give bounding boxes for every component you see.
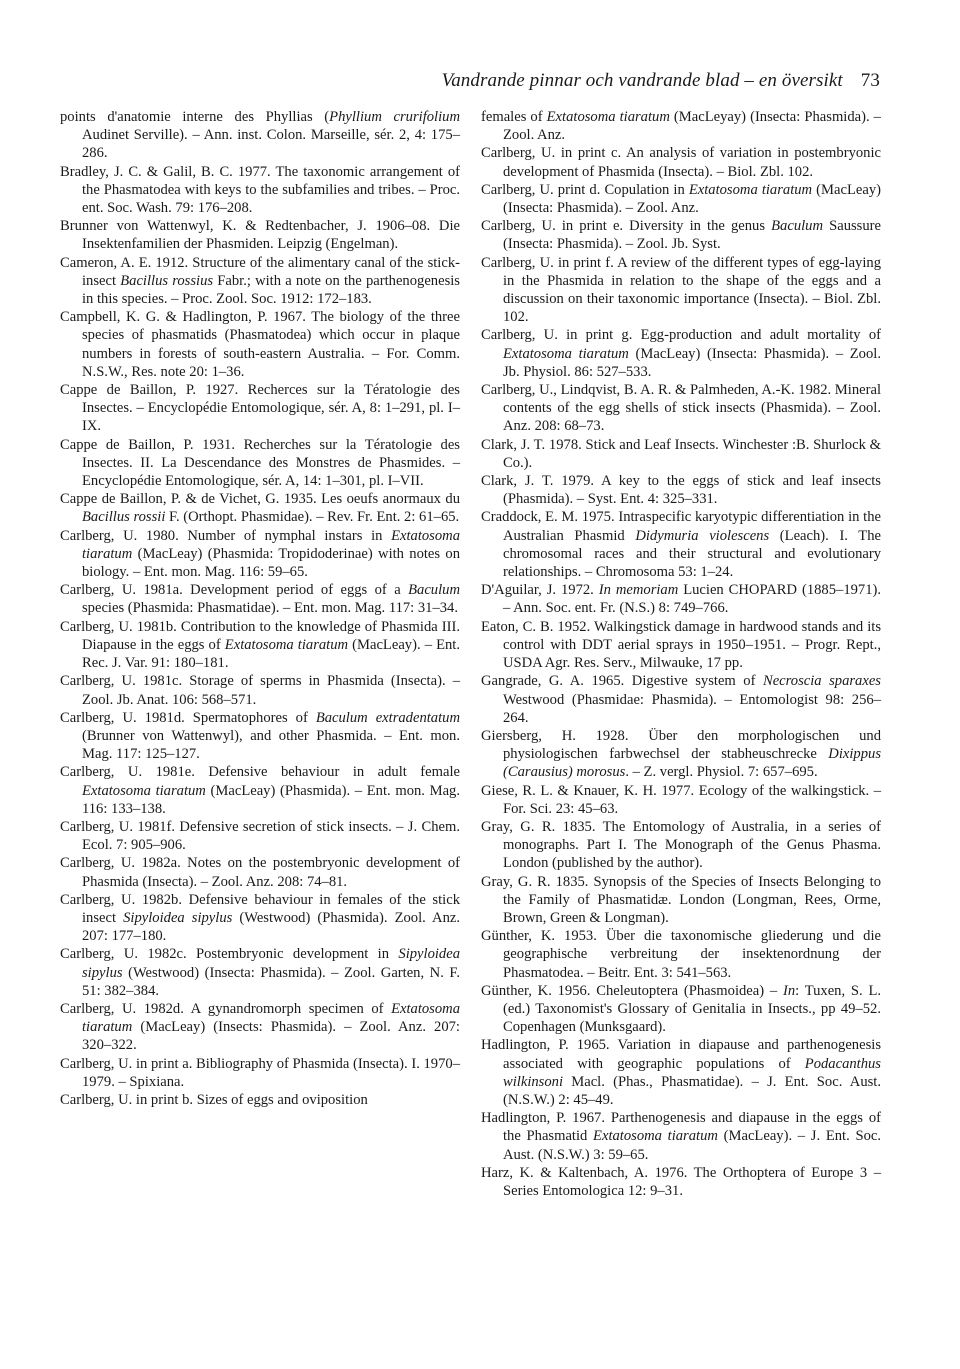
reference-text: Carlberg, U. in print g. Egg-production and adult mortality of bbox=[481, 327, 881, 344]
reference-italic-text: Baculum bbox=[771, 218, 824, 235]
reference-entry bbox=[481, 873, 881, 928]
reference-italic-text: Extatosoma tiaratum bbox=[224, 636, 349, 653]
reference-entry bbox=[481, 1109, 881, 1164]
reference-entry bbox=[60, 1000, 460, 1055]
reference-text: . – Z. vergl. Physiol. 7: 657–695. bbox=[625, 764, 818, 781]
reference-text: Clark, J. T. 1978. Stick and Leaf Insects. Winchester :B. Shurlock & Co.). bbox=[481, 436, 881, 471]
reference-text: Carlberg, U. 1981c. Storage of sperms in Phasmida (Insecta). – Zool. Jb. Anat. 106: 568–571. bbox=[60, 673, 460, 708]
reference-entry bbox=[481, 1036, 881, 1109]
reference-text: Carlberg, U. 1982a. Notes on the postembryonic development of Phasmida (Insecta). – Zool. Anz. 208: 74–81. bbox=[60, 855, 460, 890]
reference-text: Carlberg, U., Lindqvist, B. A. R. & Palmheden, A.-K. 1982. Mineral contents of the egg shells of stick insects (Phasmida). – Zool. Anz. 208: 68–73. bbox=[481, 382, 881, 435]
reference-entry bbox=[481, 181, 881, 217]
running-head bbox=[0, 70, 880, 92]
reference-text: Carlberg, U. in print f. A review of the different types of egg-laying in the Phasmida in relation to the shape of the eggs and a discussion on their taxonomic importance (Insecta). – Biol. Zbl. 102. bbox=[481, 254, 881, 326]
reference-text: Carlberg, U. 1982c. Postembryonic development in bbox=[60, 946, 399, 963]
reference-entry bbox=[60, 436, 460, 491]
reference-text: Cappe de Baillon, P. & de Vichet, G. 1935. Les oeufs anormaux du bbox=[60, 491, 460, 508]
reference-text: species (Phasmida: Phasmatidae). – Ent. mon. Mag. 117: 31–34. bbox=[82, 600, 459, 617]
reference-italic-text: Extatosoma tiaratum bbox=[546, 109, 670, 125]
reference-text: Carlberg, U. in print c. An analysis of variation in postembryonic development of Phasmida (Insecta). – Biol. Zbl. 102. bbox=[481, 145, 881, 180]
reference-entry bbox=[481, 727, 881, 782]
reference-text: (MacLeay) (Phasmida: Tropidoderinae) with notes on biology. – Ent. mon. Mag. 116: 59–65. bbox=[82, 545, 460, 581]
reference-italic-text: Necroscia sparaxes bbox=[762, 673, 881, 690]
reference-text: F. (Orthopt. Phasmidae). – Rev. Fr. Ent. 2: 61–65. bbox=[165, 509, 460, 526]
reference-text: Cappe de Baillon, P. 1927. Recherces sur la Tératologie des Insectes. – Encyclopédie Entomologique, sér. A, 8: 1–291, pl. I–IX. bbox=[60, 382, 460, 435]
reference-text: (Leach). I. The chromosomal races and their structural and evolutionary relationships. – Chromosoma 53: 1–24. bbox=[503, 527, 881, 581]
reference-text: (MacLeyay) (Insecta: Phasmida). – Zool. Anz. bbox=[503, 109, 881, 144]
reference-text: (MacLeay) (Insecta: Phasmida). – Zool. Anz. bbox=[503, 181, 881, 217]
reference-text: Bradley, J. C. & Galil, B. C. 1977. The taxonomic arrangement of the Phasmatodea with keys to the subfamilies and tribes. – Proc. ent. Soc. Wash. 79: 176–208. bbox=[60, 163, 460, 217]
reference-text: : Tuxen, S. L. (ed.) Taxonomist's Glossary of Genitalia in Insects., pp 49–52. Copenhagen (Munksgaard). bbox=[503, 982, 882, 1036]
reference-entry bbox=[481, 144, 881, 180]
reference-text: Carlberg, U. 1982d. A gynandromorph specimen of bbox=[60, 1000, 392, 1017]
reference-text: (Brunner von Wattenwyl), and other Phasmida. – Ent. mon. Mag. 117: 125–127. bbox=[82, 727, 460, 763]
reference-text: (MacLeay) (Phasmida). – Ent. mon. Mag. 116: 133–138. bbox=[82, 782, 460, 817]
reference-italic-text: Sipyloidea sipylus bbox=[82, 946, 460, 981]
reference-entry bbox=[60, 891, 460, 946]
reference-text: Günther, K. 1953. Über die taxonomische gliederung und die geographische verbreitung der insektenordnung der Phasmatodea. – Beitr. Ent. 3: 541–563. bbox=[481, 928, 881, 981]
reference-text: Audinet Serville). – Ann. inst. Colon. Marseille, sér. 2, 4: 175–286. bbox=[82, 127, 460, 162]
reference-entry bbox=[481, 508, 881, 581]
reference-entry bbox=[60, 254, 460, 309]
reference-italic-text: Extatosoma tiaratum bbox=[593, 1128, 718, 1145]
reference-text: Carlberg, U. 1982b. Defensive behaviour in females of the stick insect bbox=[60, 891, 460, 926]
reference-text: Giese, R. L. & Knauer, K. H. 1977. Ecology of the walkingstick. – For. Sci. 23: 45–63. bbox=[481, 782, 881, 817]
reference-entry bbox=[60, 490, 460, 526]
reference-text: Giersberg, H. 1928. Über den morphologischen und physiologischen farbwechsel der stabheuschrecke bbox=[481, 727, 881, 763]
reference-text: (MacLeay) (Insects: Phasmida). – Zool. Anz. 207: 320–322. bbox=[82, 1019, 460, 1054]
reference-text: Macl. (Phas., Phasmatidae). – J. Ent. Soc. Aust. (N.S.W.) 2: 45–49. bbox=[503, 1073, 881, 1108]
reference-text: Cappe de Baillon, P. 1931. Recherches sur la Tératologie des Insectes. II. La Descendance des Monstres de Phasmides. – Encyclopédie Entomologique, sér. A, 14: 1–301, pl. I–VII. bbox=[60, 436, 460, 490]
reference-text: Carlberg, U. in print e. Diversity in the genus bbox=[481, 218, 772, 235]
reference-text: (MacLeay) (Insecta: Phasmida). – Zool. Jb. Physiol. 86: 527–533. bbox=[503, 345, 881, 380]
reference-entry bbox=[60, 672, 460, 708]
reference-italic-text: In bbox=[782, 982, 796, 999]
reference-entry bbox=[60, 108, 460, 163]
reference-text: (Westwood) (Phasmida). Zool. Anz. 207: 177–180. bbox=[82, 909, 460, 945]
reference-entry bbox=[60, 163, 460, 218]
reference-text: Westwood (Phasmidae: Phasmida). – Entomologist 98: 256–264. bbox=[503, 691, 881, 726]
reference-italic-text: Podacanthus wilkinsoni bbox=[503, 1055, 881, 1090]
reference-italic-text: Bacillus rossii bbox=[82, 509, 166, 526]
reference-text: Carlberg, U. 1981a. Development period of eggs of a bbox=[60, 582, 409, 599]
reference-entry bbox=[481, 581, 881, 617]
reference-text: Gangrade, G. A. 1965. Digestive system of bbox=[481, 673, 763, 690]
reference-text: Craddock, E. M. 1975. Intraspecific karyotypic differentiation in the Australian Phasmid bbox=[481, 509, 881, 544]
reference-text: (MacLeay). – Ent. Rec. J. Var. 91: 180–181. bbox=[82, 636, 460, 672]
reference-text: Fabr.; with a note on the parthenogenesis in this species. – Proc. Zool. Soc. 1912: 172–183. bbox=[82, 272, 460, 308]
reference-entry bbox=[60, 618, 460, 673]
reference-text: (MacLeay). – J. Ent. Soc. Aust. (N.S.W.) 3: 59–65. bbox=[503, 1128, 881, 1163]
reference-italic-text: Extatosoma tiaratum bbox=[688, 181, 813, 198]
reference-entry bbox=[60, 527, 460, 582]
reference-entry bbox=[481, 927, 881, 982]
reference-text: Carlberg, U. in print b. Sizes of eggs and oviposition bbox=[60, 1091, 368, 1108]
reference-entry bbox=[481, 782, 881, 818]
reference-entry bbox=[60, 381, 460, 436]
reference-italic-text: Phyllium crurifolium bbox=[329, 109, 460, 125]
reference-entry bbox=[481, 254, 881, 327]
reference-entry bbox=[60, 854, 460, 890]
reference-entry bbox=[481, 818, 881, 873]
reference-text: Gray, G. R. 1835. Synopsis of the Species of Insects Belonging to the Family of Phasmatidæ. London (Longman, Rees, Orme, Brown, Green & Longman). bbox=[481, 873, 881, 926]
reference-italic-text: In memoriam bbox=[598, 582, 679, 599]
reference-entry bbox=[481, 982, 881, 1037]
reference-text: Hadlington, P. 1965. Variation in diapause and parthenogenesis associated with geographic populations of bbox=[481, 1037, 881, 1072]
reference-italic-text: Baculum bbox=[408, 582, 460, 599]
reference-text: Brunner von Wattenwyl, K. & Redtenbacher, J. 1906–08. Die Insektenfamilien der Phasmiden. Leipzig (Engelman). bbox=[60, 218, 460, 253]
reference-column-left bbox=[60, 108, 460, 1109]
reference-text: Carlberg, U. 1981e. Defensive behaviour in adult female bbox=[60, 764, 460, 781]
reference-text: points d'anatomie interne des Phyllias ( bbox=[60, 109, 330, 125]
reference-text: D'Aguilar, J. 1972. bbox=[481, 582, 599, 599]
reference-entry bbox=[481, 472, 881, 508]
reference-entry bbox=[60, 945, 460, 1000]
reference-text: Lucien CHOPARD (1885–1971). – Ann. Soc. ent. Fr. (N.S.) 8: 749–766. bbox=[503, 582, 882, 617]
reference-text: Hadlington, P. 1967. Parthenogenesis and diapause in the eggs of the Phasmatid bbox=[481, 1110, 881, 1145]
reference-text: Carlberg, U. 1981d. Spermatophores of bbox=[60, 709, 316, 726]
reference-entry bbox=[60, 709, 460, 764]
reference-text: Clark, J. T. 1979. A key to the eggs of stick and leaf insects (Phasmida). – Syst. Ent. 4: 325–331. bbox=[481, 473, 881, 508]
reference-entry bbox=[60, 1091, 460, 1109]
reference-text: Campbell, K. G. & Hadlington, P. 1967. The biology of the three species of phasmatids (Phasmatodea) which occur in plaque numbers in forests of south-eastern Australia. – For. Comm. N.S.W., Res. note 20: 1–36. bbox=[60, 309, 460, 380]
reference-entry bbox=[60, 217, 460, 253]
reference-text: Carlberg, U. 1981b. Contribution to the knowledge of Phasmida III. Diapause in the eggs of bbox=[60, 618, 460, 653]
reference-text: Saussure (Insecta: Phasmida). – Zool. Jb. Syst. bbox=[503, 218, 881, 253]
running-title: Vandrande pinnar och vandrande blad – en översikt bbox=[441, 70, 843, 91]
reference-text: Cameron, A. E. 1912. Structure of the alimentary canal of the stick-insect bbox=[60, 254, 460, 289]
reference-italic-text: Extatosoma tiaratum bbox=[82, 527, 460, 562]
reference-text: Carlberg, U. in print a. Bibliography of Phasmida (Insecta). I. 1970–1979. – Spixiana. bbox=[60, 1055, 460, 1090]
reference-text: Carlberg, U. print d. Copulation in bbox=[481, 181, 689, 198]
reference-text: Gray, G. R. 1835. The Entomology of Australia, in a series of monographs. Part I. The Monograph of the Genus Phasma. London (published by the author). bbox=[481, 818, 881, 872]
reference-italic-text: Sipyloidea sipylus bbox=[123, 909, 233, 926]
reference-entry bbox=[60, 581, 460, 617]
page-number: 73 bbox=[860, 70, 880, 91]
reference-entry bbox=[60, 1055, 460, 1091]
reference-entry bbox=[481, 436, 881, 472]
reference-italic-text: Dixippus (Carausius) morosus bbox=[503, 746, 881, 781]
reference-column-right bbox=[481, 108, 881, 1200]
reference-entry bbox=[481, 217, 881, 253]
reference-text: Carlberg, U. 1981f. Defensive secretion of stick insects. – J. Chem. Ecol. 7: 905–906. bbox=[60, 818, 460, 854]
reference-entry bbox=[60, 308, 460, 381]
reference-entry bbox=[481, 672, 881, 727]
reference-text: Eaton, C. B. 1952. Walkingstick damage in hardwood stands and its control with DDT aerial sprays in 1950–1951. – Progr. Rept., USDA Agr. Res. Serv., Milwauke, 17 pp. bbox=[481, 618, 881, 672]
reference-text: Harz, K. & Kaltenbach, A. 1976. The Orthoptera of Europe 3 – Series Entomologica 12: 9–31. bbox=[481, 1164, 881, 1199]
reference-text: Carlberg, U. 1980. Number of nymphal instars in bbox=[60, 527, 392, 544]
reference-italic-text: Baculum extradentatum bbox=[315, 709, 460, 726]
reference-italic-text: Extatosoma tiaratum bbox=[82, 782, 206, 799]
reference-entry bbox=[481, 326, 881, 381]
reference-entry bbox=[481, 618, 881, 673]
reference-italic-text: Extatosoma tiaratum bbox=[503, 345, 629, 362]
reference-text: (Westwood) (Insecta: Phasmida). – Zool. Garten, N. F. 51: 382–384. bbox=[82, 964, 460, 999]
reference-entry bbox=[481, 1164, 881, 1200]
reference-text: Günther, K. 1956. Cheleutoptera (Phasmoidea) – bbox=[481, 982, 783, 999]
reference-entry bbox=[60, 818, 460, 854]
reference-italic-text: Bacillus rossius bbox=[120, 272, 214, 289]
reference-text: females of bbox=[481, 109, 547, 125]
reference-entry bbox=[60, 763, 460, 818]
reference-entry bbox=[481, 108, 881, 144]
reference-italic-text: Extatosoma tiaratum bbox=[82, 1000, 460, 1036]
reference-italic-text: Didymuria violescens bbox=[635, 527, 770, 544]
reference-entry bbox=[481, 381, 881, 436]
